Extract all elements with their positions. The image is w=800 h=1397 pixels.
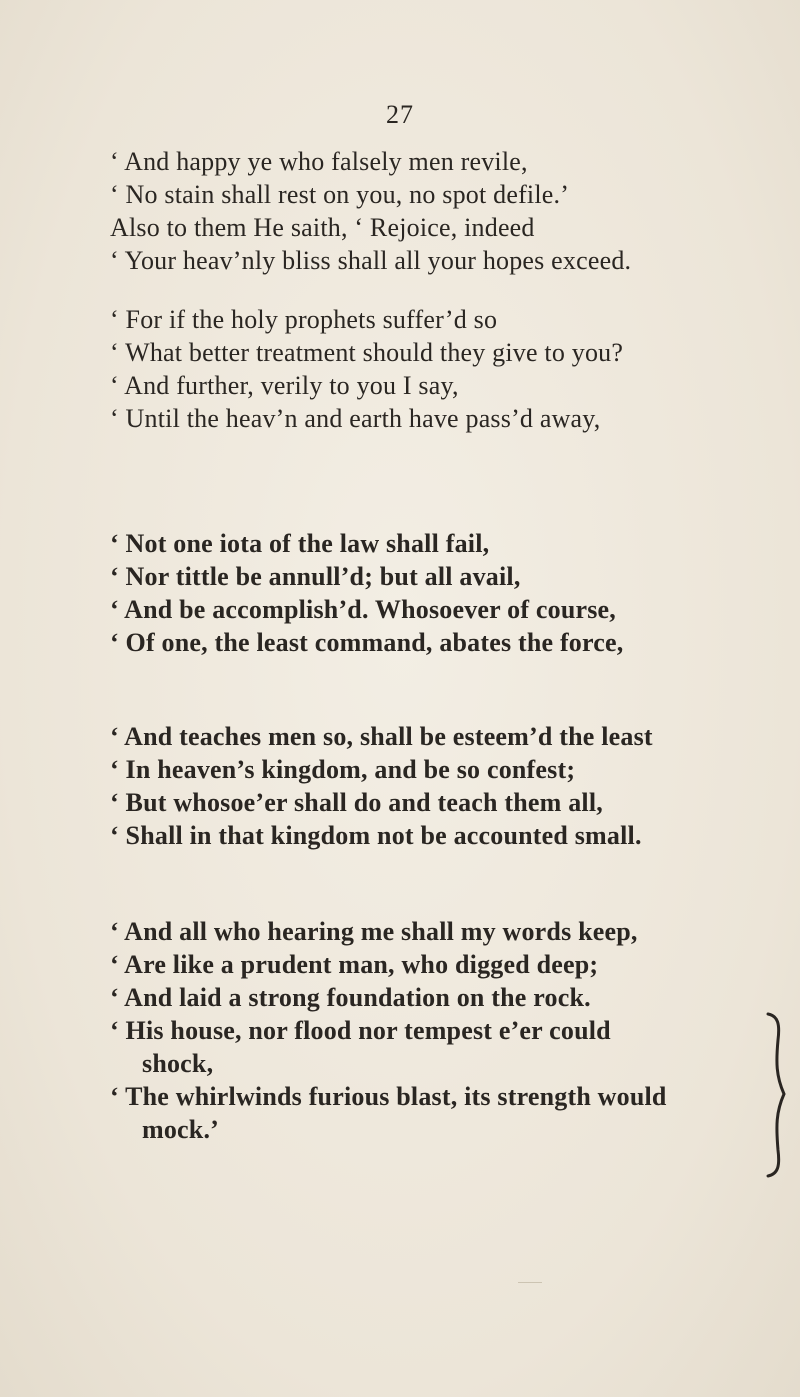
verse-line: ‘ Of one, the least command, abates the force, xyxy=(110,628,624,657)
verse-line: ‘ Shall in that kingdom not be accounted small. xyxy=(110,821,642,850)
verse-line: Also to them He saith, ‘ Rejoice, indeed xyxy=(110,213,535,242)
verse-line: ‘ Nor tittle be annull’d; but all avail, xyxy=(110,562,521,591)
verse-line-continuation: mock.’ xyxy=(142,1115,220,1144)
verse-line: ‘ Until the heav’n and earth have pass’d away, xyxy=(110,404,601,433)
verse-line: ‘ And happy ye who falsely men revile, xyxy=(110,147,528,176)
verse-line: ‘ His house, nor flood nor tempest e’er could xyxy=(110,1016,611,1045)
verse-line: ‘ The whirlwinds furious blast, its strength would xyxy=(110,1082,667,1111)
verse-line: ‘ For if the holy prophets suffer’d so xyxy=(110,305,498,334)
verse-line: ‘ No stain shall rest on you, no spot defile.’ xyxy=(110,180,570,209)
verse-line: ‘ And further, verily to you I say, xyxy=(110,371,459,400)
verse-line: ‘ What better treatment should they give to you? xyxy=(110,338,624,367)
verse-line-continuation: shock, xyxy=(142,1049,214,1078)
stanza-1 xyxy=(110,145,710,277)
verse-line: ‘ And all who hearing me shall my words keep, xyxy=(110,917,638,946)
verse-line: ‘ And teaches men so, shall be esteem’d the least xyxy=(110,722,653,751)
verse-line: ‘ And laid a strong foundation on the rock. xyxy=(110,983,591,1012)
stanza-3 xyxy=(110,527,710,659)
paper-mark xyxy=(518,1282,542,1287)
stanza-2 xyxy=(110,303,710,435)
page-number: 27 xyxy=(386,100,414,129)
verse-line: ‘ Not one iota of the law shall fail, xyxy=(110,529,490,558)
stanza-5 xyxy=(110,915,710,1146)
verse-line: ‘ Your heav’nly bliss shall all your hopes exceed. xyxy=(110,246,632,275)
verse-line: ‘ In heaven’s kingdom, and be so confest; xyxy=(110,755,576,784)
verse-line: ‘ Are like a prudent man, who digged deep; xyxy=(110,950,599,979)
verse-line: ‘ And be accomplish’d. Whosoever of course, xyxy=(110,595,616,624)
verse-line: ‘ But whosoe’er shall do and teach them all, xyxy=(110,788,603,817)
triplet-brace-icon xyxy=(764,1010,790,1180)
stanza-4 xyxy=(110,720,710,852)
